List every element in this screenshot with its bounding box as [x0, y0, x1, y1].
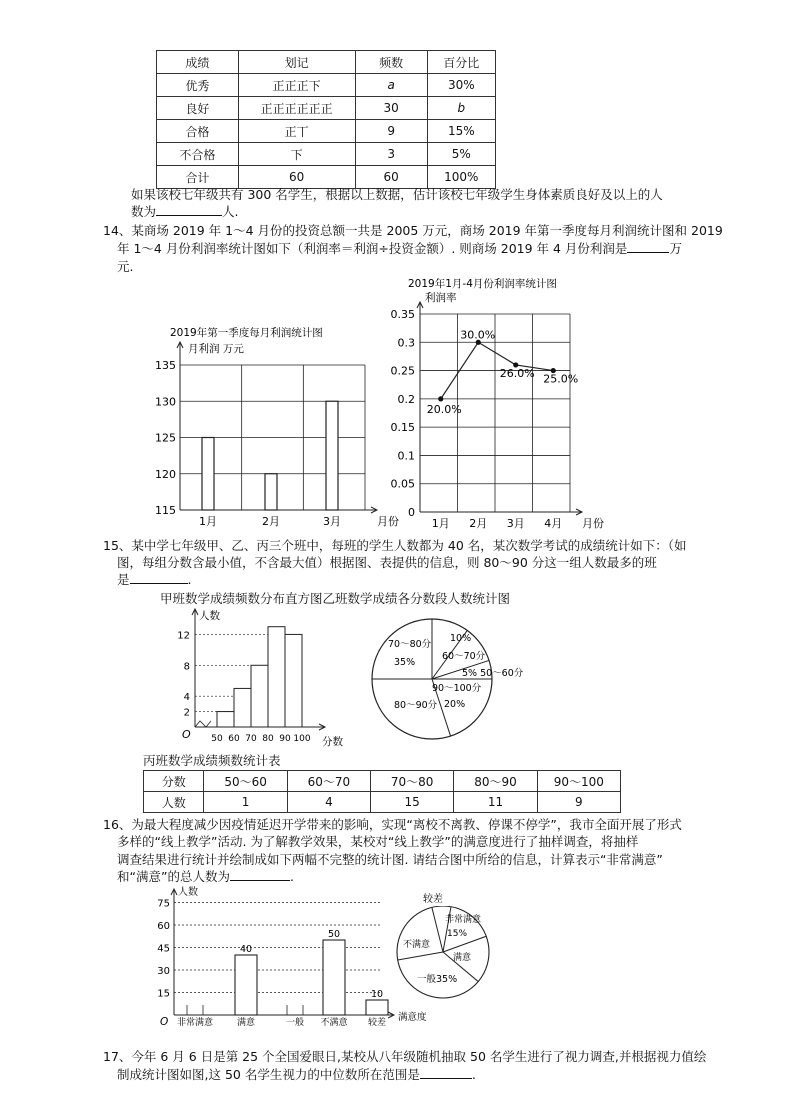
- table-cell: 90～100: [537, 771, 620, 792]
- table-cell: 合计: [157, 166, 239, 189]
- table-cell: 优秀: [157, 74, 239, 97]
- table-cell: a: [355, 74, 427, 97]
- x-tick-label: 较差: [367, 1018, 387, 1028]
- table-row: [157, 120, 496, 143]
- y-tick-label: 0.15: [390, 421, 415, 435]
- table-row: [157, 74, 496, 97]
- table-cell: 不合格: [157, 143, 239, 166]
- x-tick-label: 90: [279, 734, 291, 744]
- table-cell: 1: [204, 792, 287, 813]
- pie-label: 80～90分: [394, 700, 438, 711]
- table-cell: 70～80: [371, 771, 454, 792]
- pie-label: 10%: [450, 633, 472, 644]
- q13-prefix: 数为: [131, 204, 157, 219]
- q13-suffix: 人.: [222, 204, 239, 219]
- pie-label: 较差: [423, 894, 443, 905]
- y-axis-label: 人数: [199, 610, 220, 622]
- q14-line2: [117, 240, 682, 257]
- q14-line1: 14、某商场 2019 年 1～4 月份的投资总额一共是 2005 万元，商场 2019 年第一季度每月利润统计图和 2019: [103, 223, 723, 238]
- table-cell: b: [427, 97, 495, 120]
- table-cell: 50～60: [204, 771, 287, 792]
- table-cell: 良好: [157, 97, 239, 120]
- y-axis-label: 利润率: [425, 292, 457, 304]
- q15-hist-title: 甲班数学成绩频数分布直方图: [160, 591, 323, 606]
- q15-pie-chart: [362, 613, 542, 753]
- table-cell: 11: [454, 792, 537, 813]
- q13-answer-blank[interactable]: [156, 215, 222, 216]
- y-tick-label: 125: [155, 431, 176, 445]
- data-label: 40: [239, 944, 253, 955]
- q14-profit-bar-chart: [150, 320, 399, 535]
- table-cell: 百分比: [427, 51, 495, 74]
- q16-suffix: .: [289, 869, 294, 884]
- pie-label: 15%: [447, 929, 468, 939]
- table-cell: 80～90: [454, 771, 537, 792]
- y-tick-label: 4: [183, 692, 190, 704]
- y-tick-label: 135: [155, 359, 176, 372]
- table-cell: 30%: [427, 74, 495, 97]
- y-tick-label: 0.2: [397, 392, 415, 406]
- q15-prefix: 是: [117, 572, 130, 587]
- bar: [326, 401, 338, 510]
- origin-label: O: [160, 1016, 169, 1028]
- x-tick-label: 70: [245, 734, 257, 744]
- table-cell: 30: [355, 97, 427, 120]
- y-tick-label: 115: [155, 504, 176, 517]
- pie-label: 不满意: [403, 940, 431, 950]
- histogram-bar: [268, 627, 285, 727]
- data-label: 20.0%: [426, 402, 462, 416]
- q15-suffix: .: [187, 572, 192, 587]
- table-row: [157, 143, 496, 166]
- pie-label: 一般35%: [417, 974, 458, 985]
- q17-prefix: 制成统计图如图,这 50 名学生视力的中位数所在范围是: [117, 1067, 420, 1082]
- pie-label: 70～80分: [388, 639, 432, 650]
- q17-suffix: .: [471, 1067, 476, 1082]
- table-cell: 分数: [144, 771, 204, 792]
- x-axis-label: 分数: [322, 736, 343, 748]
- q15-pie-title: 乙班数学成绩各分数段人数统计图: [322, 591, 511, 606]
- x-tick-label: 1月: [431, 517, 450, 530]
- pie-label: 5% 50～60分: [462, 668, 524, 679]
- x-tick-label: 2月: [469, 517, 488, 530]
- y-tick-label: 0.35: [390, 308, 415, 321]
- x-tick-label: 80: [262, 734, 274, 744]
- y-tick-label: 30: [157, 966, 170, 977]
- q16-line4: [117, 868, 294, 885]
- table-cell: 3: [355, 143, 427, 166]
- table-cell: 15%: [427, 120, 495, 143]
- x-tick-label: 不满意: [320, 1018, 348, 1028]
- table-cell: 60: [238, 166, 355, 189]
- chart-title: 2019年第一季度每月利润统计图: [170, 327, 323, 339]
- table-cell: 正丅: [238, 120, 355, 143]
- pie-label: 非常满意: [445, 915, 482, 925]
- y-tick-label: 0: [408, 506, 415, 519]
- table-cell: 划记: [238, 51, 355, 74]
- table-cell: 15: [371, 792, 454, 813]
- x-tick-label: 一般: [285, 1018, 305, 1028]
- origin-label: O: [182, 728, 191, 741]
- q16-answer-blank[interactable]: [230, 880, 290, 881]
- table-header-row: [157, 51, 496, 74]
- x-tick-label: 非常满意: [176, 1018, 214, 1028]
- q17-line2: [117, 1066, 476, 1083]
- table-cell: 频数: [355, 51, 427, 74]
- data-label: 25.0%: [543, 372, 579, 386]
- chart-title: 2019年1月-4月份利润率统计图: [408, 278, 557, 290]
- q16-prefix: 和“满意”的总人数为: [117, 869, 230, 884]
- bar: [265, 474, 277, 510]
- x-tick-label: 2月: [262, 515, 280, 528]
- q14-line2-text: 年 1～4 月份利润率统计图如下（利润率＝利润÷投资金额）. 则商场 2019 年 4 月份利润是: [117, 241, 628, 256]
- q14-line2-end: 万: [669, 241, 682, 256]
- q16-line3: 调查结果进行统计并绘制成如下两幅不完整的统计图. 请结合图中所给的信息，计算表示“非常满意”: [117, 852, 663, 867]
- y-tick-label: 45: [157, 943, 170, 955]
- q13-table: [156, 50, 496, 189]
- pie-label: 60～70分: [442, 651, 486, 662]
- table-cell: 正正正正正正: [238, 97, 355, 120]
- table-cell: 合格: [157, 120, 239, 143]
- y-tick-label: 2: [183, 707, 190, 719]
- x-tick-label: 4月: [544, 517, 563, 530]
- x-axis-label: 满意度: [398, 1012, 427, 1023]
- table-cell: 60: [355, 166, 427, 189]
- bar: [323, 940, 345, 1015]
- table-header-row: [144, 771, 621, 792]
- y-axis-label: 月利润 万元: [188, 343, 244, 355]
- pie-label: 满意: [453, 953, 472, 963]
- y-tick-label: 0.1: [397, 449, 415, 463]
- q15-class3-table: [143, 770, 621, 813]
- table-cell: 9: [537, 792, 620, 813]
- q15-answer-blank[interactable]: [130, 583, 188, 584]
- histogram-bar: [251, 665, 268, 727]
- table-cell: 4: [287, 792, 370, 813]
- y-axis-label: 人数: [178, 887, 198, 898]
- x-tick-label: 50: [211, 734, 223, 744]
- table-cell: 下: [238, 143, 355, 166]
- table-cell: 正正正下: [238, 74, 355, 97]
- x-tick-label: 3月: [506, 517, 525, 530]
- q13-text-line1: 如果该校七年级共有 300 名学生，根据以上数据，估计该校七年级学生身体素质良好及以上的人: [131, 187, 663, 202]
- q15-table-title: 丙班数学成绩频数统计表: [143, 753, 281, 768]
- q17-answer-blank[interactable]: [420, 1078, 472, 1079]
- q16-satisfaction-pie-chart: [395, 890, 505, 1005]
- data-label: 30.0%: [460, 328, 496, 342]
- y-tick-label: 120: [155, 467, 176, 481]
- x-tick-label: 满意: [236, 1018, 256, 1028]
- bar: [366, 1000, 388, 1015]
- q14-answer-blank[interactable]: [627, 252, 669, 253]
- table-cell: 5%: [427, 143, 495, 166]
- bar: [235, 955, 257, 1015]
- table-cell: 成绩: [157, 51, 239, 74]
- data-point: [438, 396, 443, 401]
- q15-line2: 图，每组分数含最小值，不含最大值）根据图、表提供的信息，则 80～90 分这一组人数最多的班: [117, 555, 657, 570]
- q14-line3: 元.: [117, 259, 134, 274]
- y-tick-label: 130: [155, 395, 176, 409]
- q15-line3: [117, 571, 192, 588]
- histogram-bar: [217, 712, 234, 727]
- x-tick-label: 60: [228, 734, 240, 744]
- table-cell: 100%: [427, 166, 495, 189]
- y-tick-label: 8: [183, 661, 190, 673]
- pie-label: 20%: [444, 699, 466, 710]
- y-tick-label: 60: [157, 921, 170, 932]
- data-label: 26.0%: [499, 366, 535, 380]
- y-tick-label: 0.05: [390, 477, 415, 491]
- q15-line1: 15、某中学七年级甲、乙、丙三个班中，每班的学生人数都为 40 名，某次数学考试的成绩统计如下：（如: [103, 538, 687, 553]
- table-row: [144, 792, 621, 813]
- data-label: 10: [370, 989, 384, 1000]
- table-cell: 人数: [144, 792, 204, 813]
- q17-line1: 17、今年 6 月 6 日是第 25 个全国爱眼日,某校从八年级随机抽取 50 名学生进行了视力调查,并根据视力值绘: [103, 1049, 707, 1064]
- pie-label: 90～100分: [432, 683, 482, 694]
- x-tick-label: 1月: [199, 515, 217, 528]
- y-tick-label: 75: [157, 898, 170, 910]
- y-tick-label: 12: [177, 630, 190, 642]
- bar: [202, 438, 214, 511]
- q15-histogram: [165, 605, 355, 755]
- y-tick-label: 0.25: [390, 364, 415, 378]
- table-row: [157, 97, 496, 120]
- x-axis-label: 月份: [377, 515, 399, 528]
- q16-line2: 多样的“线上教学”活动. 为了解教学效果，某校对“线上教学”的满意度进行了抽样调查，将抽样: [117, 834, 639, 849]
- data-label: 50: [327, 929, 341, 940]
- pie-label: 35%: [394, 657, 416, 668]
- table-cell: 9: [355, 120, 427, 143]
- q16-line1: 16、为最大程度减少因疫情延迟开学带来的影响，实现“离校不离教、停课不停学”，我市全面开展了形式: [103, 817, 682, 832]
- table-cell: 60～70: [287, 771, 370, 792]
- q14-profit-rate-line-chart: [388, 272, 608, 534]
- x-tick-label: 3月: [323, 515, 341, 528]
- axis-break: [195, 721, 211, 727]
- x-tick-label: 100: [293, 734, 311, 744]
- y-tick-label: 0.3: [397, 336, 415, 350]
- x-axis-label: 月份: [582, 517, 604, 530]
- q13-text-line2: [131, 203, 239, 220]
- histogram-bar: [234, 688, 251, 727]
- y-tick-label: 15: [157, 988, 170, 1000]
- histogram-bar: [285, 634, 302, 727]
